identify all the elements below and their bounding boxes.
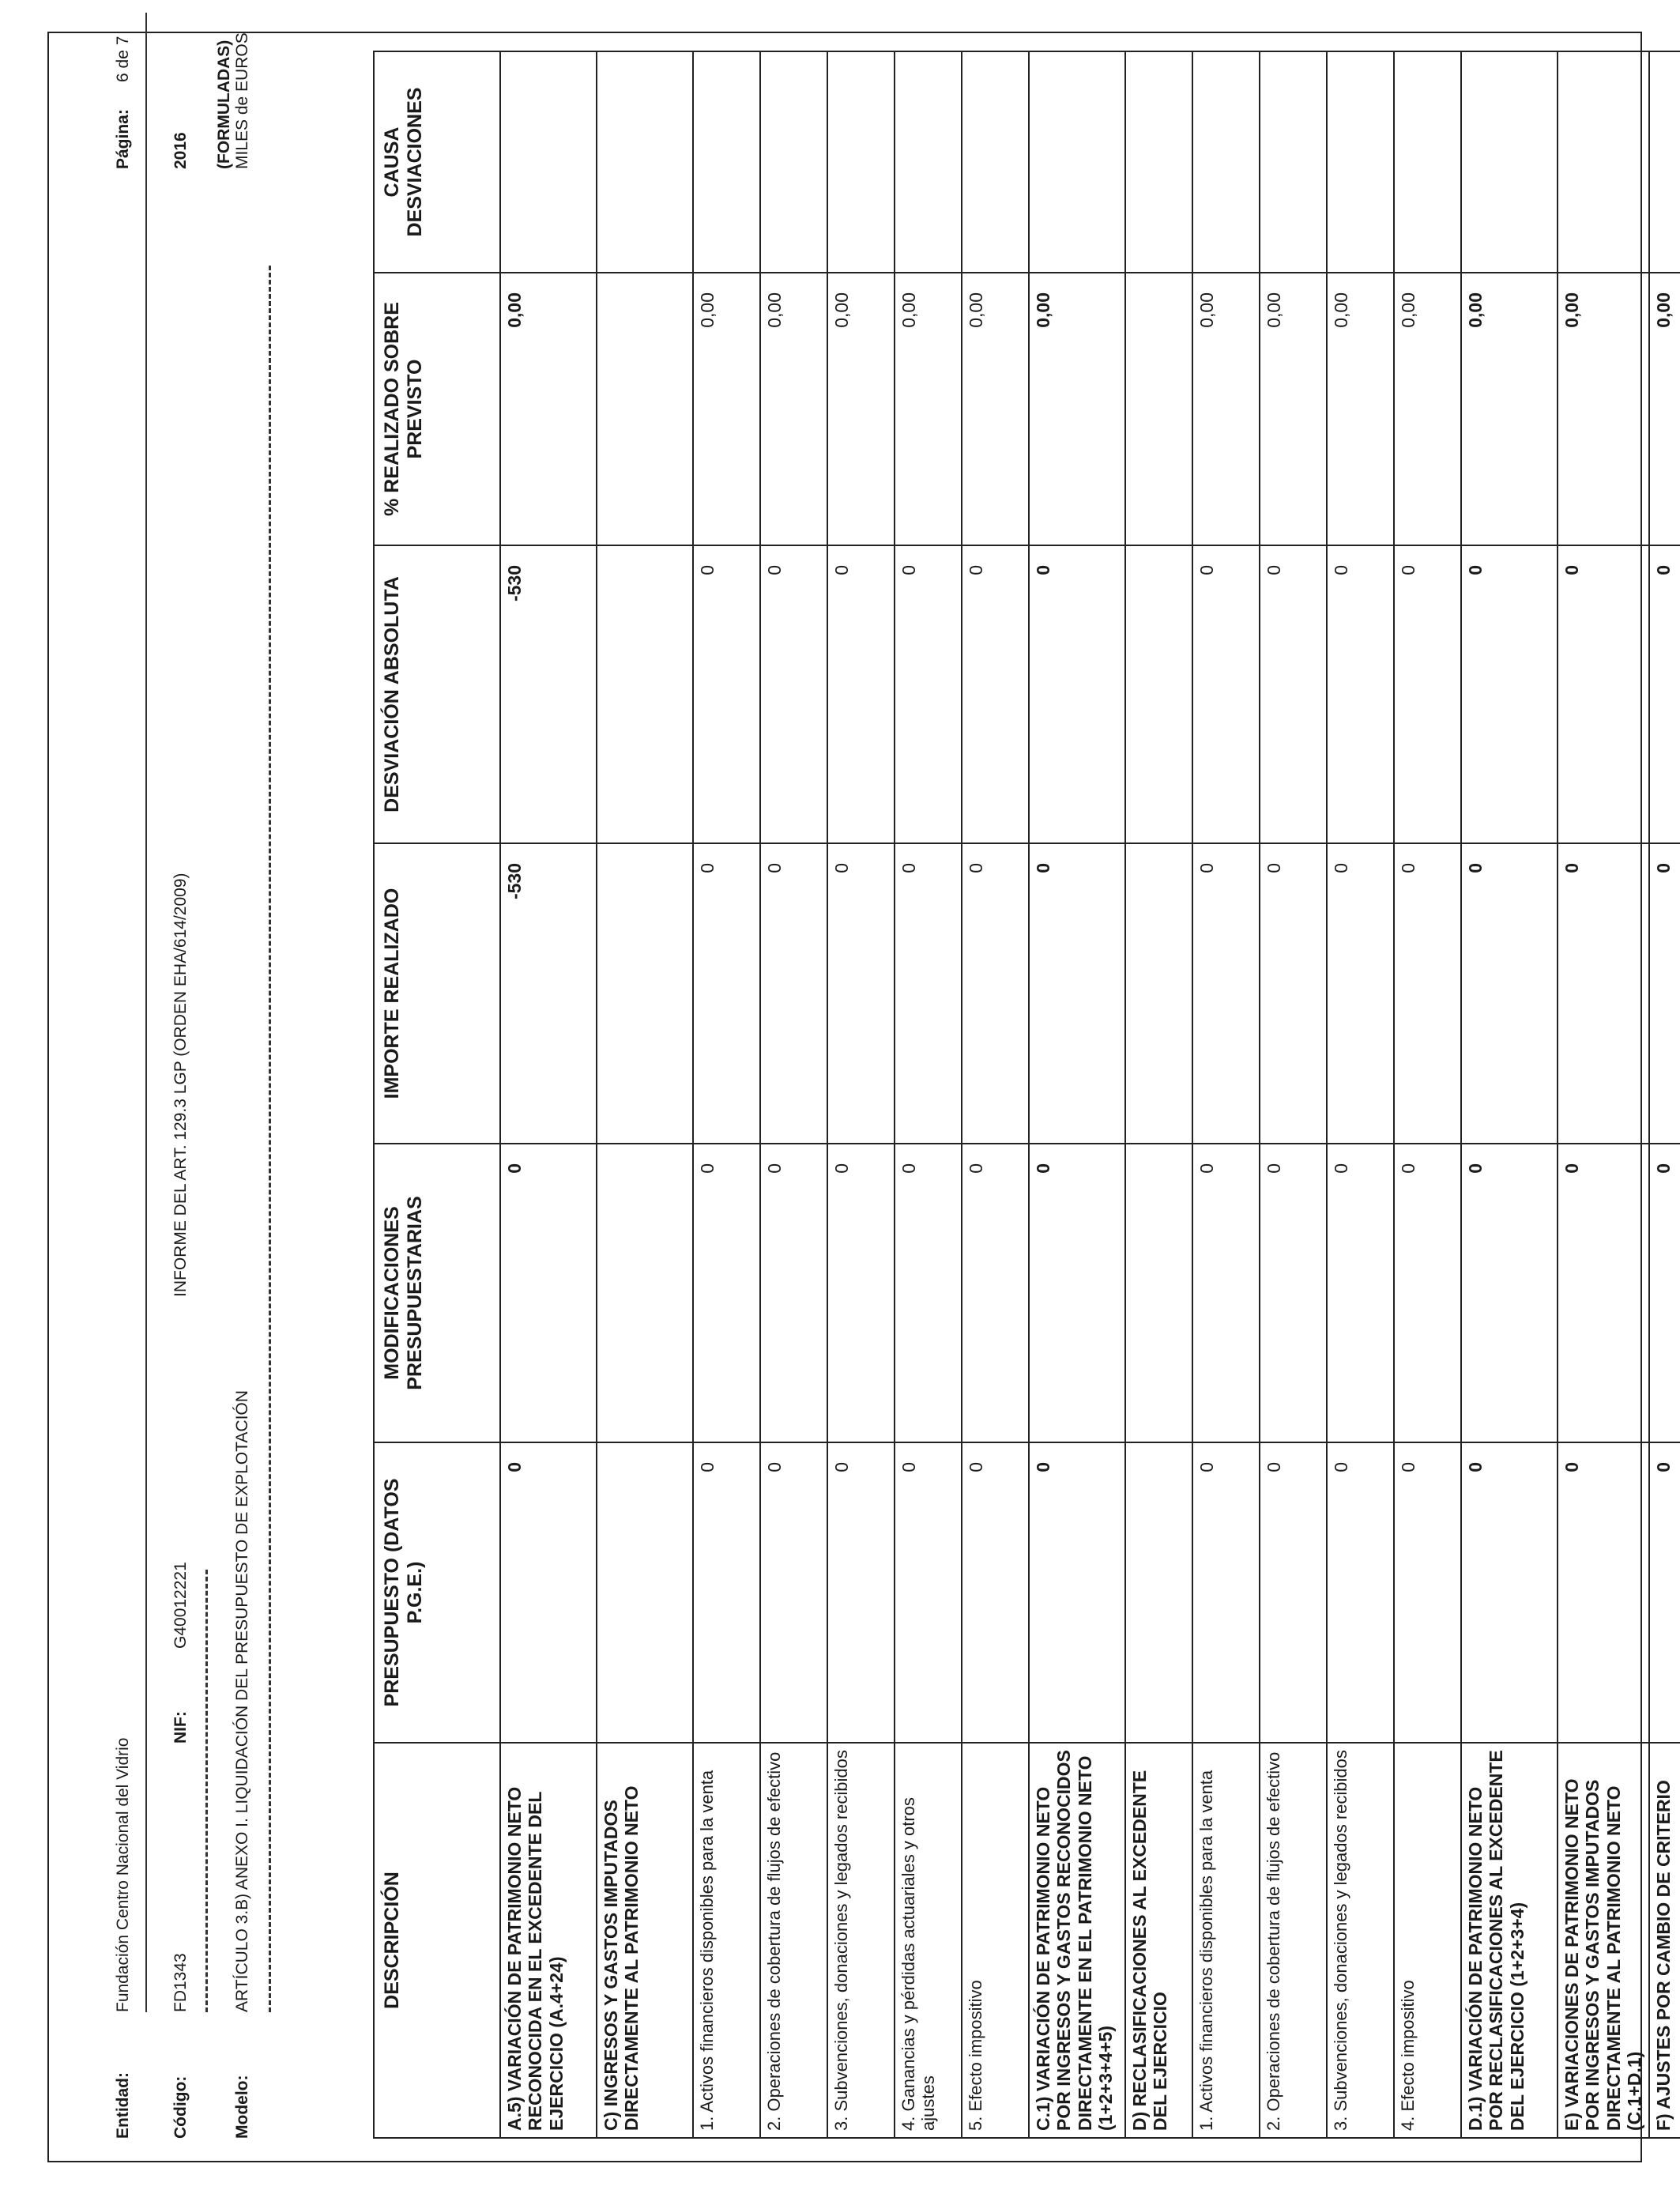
col-header-importe-realizado: IMPORTE REALIZADO (374, 843, 500, 1144)
cell-desviacion-absoluta (1125, 545, 1192, 843)
col-header-desviacion-absoluta: DESVIACIÓN ABSOLUTA (374, 545, 500, 843)
cell-presupuesto: 0 (962, 1442, 1029, 1743)
cell-causa-desviaciones (1029, 51, 1125, 273)
table-row (1260, 51, 1327, 2138)
col-header-modificaciones: MODIFICACIONES PRESUPUESTARIAS (374, 1144, 500, 1442)
document-frame (47, 32, 1674, 2162)
cell-presupuesto: 0 (1461, 1442, 1558, 1743)
row-description: 1. Activos financieros disponibles para la venta (1192, 1743, 1260, 2138)
cell-importe-realizado: 0 (827, 843, 895, 1144)
row-description: D) RECLASIFICACIONES AL EXCEDENTE DEL EJERCICIO (1125, 1743, 1192, 2138)
cell-desviacion-absoluta: 0 (1558, 545, 1649, 843)
cell-porcentaje-realizado: 0,00 (895, 273, 962, 545)
cell-importe-realizado: 0 (1029, 843, 1125, 1144)
entidad-label: Entidad: (114, 2072, 132, 2139)
table-row (500, 51, 597, 2138)
col-header-porcentaje-realizado: % REALIZADO SOBRE PREVISTO (374, 273, 500, 545)
cell-presupuesto: 0 (1192, 1442, 1260, 1743)
cell-porcentaje-realizado: 0,00 (1649, 273, 1680, 545)
year-label: 2016 (171, 132, 190, 169)
cell-importe-realizado (1125, 843, 1192, 1144)
cell-porcentaje-realizado (1125, 273, 1192, 545)
cell-porcentaje-realizado: 0,00 (500, 273, 597, 545)
cell-desviacion-absoluta (597, 545, 693, 843)
cell-importe-realizado: -530 (500, 843, 597, 1144)
cell-desviacion-absoluta: 0 (1260, 545, 1327, 843)
cell-presupuesto: 0 (693, 1442, 760, 1743)
cell-importe-realizado: 0 (760, 843, 827, 1144)
cell-desviacion-absoluta: 0 (962, 545, 1029, 843)
cell-desviacion-absoluta: 0 (895, 545, 962, 843)
table-row (1192, 51, 1260, 2138)
cell-causa-desviaciones (895, 51, 962, 273)
cell-presupuesto: 0 (1649, 1442, 1680, 1743)
table-row (962, 51, 1029, 2138)
table-row (1649, 51, 1680, 2138)
cell-causa-desviaciones (1260, 51, 1327, 273)
cell-modificaciones: 0 (1029, 1144, 1125, 1442)
cell-modificaciones: 0 (1260, 1144, 1327, 1442)
cell-importe-realizado: 0 (1260, 843, 1327, 1144)
cell-porcentaje-realizado: 0,00 (1029, 273, 1125, 545)
cell-modificaciones: 0 (1649, 1144, 1680, 1442)
cell-causa-desviaciones (1558, 51, 1649, 273)
col-header-presupuesto: PRESUPUESTO (DATOS P.G.E.) (374, 1442, 500, 1743)
status-label: (FORMULADAS) (215, 40, 233, 169)
cell-modificaciones: 0 (1461, 1144, 1558, 1442)
cell-importe-realizado: 0 (962, 843, 1029, 1144)
row-description: 3. Subvenciones, donaciones y legados recibidos (827, 1743, 895, 2138)
cell-modificaciones (597, 1144, 693, 1442)
cell-desviacion-absoluta: 0 (827, 545, 895, 843)
row-description: 2. Operaciones de cobertura de flujos de efectivo (1260, 1743, 1327, 2138)
cell-presupuesto (597, 1442, 693, 1743)
cell-porcentaje-realizado: 0,00 (1558, 273, 1649, 545)
row-description: 4. Ganancias y pérdidas actuariales y otros ajustes (895, 1743, 962, 2138)
codigo-value: FD1343 (171, 1953, 190, 2012)
budget-liquidation-table (373, 51, 1680, 2139)
cell-porcentaje-realizado (597, 273, 693, 545)
cell-presupuesto: 0 (1327, 1442, 1394, 1743)
row-description: C.1) VARIACIÓN DE PATRIMONIO NETO POR INGRESOS Y GASTOS RECONOCIDOS DIRECTAMENTE EN EL PATRIMONIO NETO (1+2+3+4+5) (1029, 1743, 1125, 2138)
table-header-row (374, 51, 500, 2138)
cell-desviacion-absoluta: 0 (1327, 545, 1394, 843)
cell-modificaciones: 0 (895, 1144, 962, 1442)
row-description: 4. Efecto impositivo (1394, 1743, 1461, 2138)
cell-desviacion-absoluta: 0 (1461, 545, 1558, 843)
cell-porcentaje-realizado: 0,00 (1394, 273, 1461, 545)
row-description: E) VARIACIONES DE PATRIMONIO NETO POR INGRESOS Y GASTOS IMPUTADOS DIRECTAMENTE AL PATRIMONIO NETO (C.1+D.1) (1558, 1743, 1649, 2138)
modelo-label: Modelo: (233, 2075, 251, 2139)
cell-presupuesto: 0 (827, 1442, 895, 1743)
cell-porcentaje-realizado: 0,00 (962, 273, 1029, 545)
cell-desviacion-absoluta: 0 (760, 545, 827, 843)
units-label: MILES de EUROS (233, 32, 251, 169)
cell-importe-realizado: 0 (1461, 843, 1558, 1144)
cell-causa-desviaciones (962, 51, 1029, 273)
pagina-label: Página: (114, 109, 132, 169)
cell-causa-desviaciones (827, 51, 895, 273)
table-row (597, 51, 693, 2138)
cell-causa-desviaciones (597, 51, 693, 273)
table-row (1394, 51, 1461, 2138)
row-description: 3. Subvenciones, donaciones y legados recibidos (1327, 1743, 1394, 2138)
cell-causa-desviaciones (1192, 51, 1260, 273)
table-row (693, 51, 760, 2138)
table-row (895, 51, 962, 2138)
codigo-dash-line (205, 1570, 208, 2012)
cell-importe-realizado: 0 (1192, 843, 1260, 1144)
cell-desviacion-absoluta: 0 (1649, 545, 1680, 843)
cell-importe-realizado: 0 (693, 843, 760, 1144)
table-row (1558, 51, 1649, 2138)
cell-modificaciones: 0 (760, 1144, 827, 1442)
table-row (760, 51, 827, 2138)
row-description: C) INGRESOS Y GASTOS IMPUTADOS DIRECTAMENTE AL PATRIMONIO NETO (597, 1743, 693, 2138)
table-row (1327, 51, 1394, 2138)
table-body (500, 51, 1680, 2138)
cell-modificaciones: 0 (1558, 1144, 1649, 1442)
cell-presupuesto: 0 (895, 1442, 962, 1743)
cell-porcentaje-realizado: 0,00 (693, 273, 760, 545)
cell-porcentaje-realizado: 0,00 (827, 273, 895, 545)
cell-desviacion-absoluta: 0 (1394, 545, 1461, 843)
cell-desviacion-absoluta: 0 (1029, 545, 1125, 843)
cell-modificaciones: 0 (1394, 1144, 1461, 1442)
cell-importe-realizado: 0 (1649, 843, 1680, 1144)
cell-presupuesto: 0 (760, 1442, 827, 1743)
col-header-causa-desviaciones: CAUSA DESVIACIONES (374, 51, 500, 273)
cell-modificaciones: 0 (500, 1144, 597, 1442)
cell-modificaciones: 0 (827, 1144, 895, 1442)
table-row (1461, 51, 1558, 2138)
table-row (1125, 51, 1192, 2138)
modelo-value: ARTÍCULO 3.B) ANEXO I. LIQUIDACIÓN DEL PRESUPUESTO DE EXPLOTACIÓN (233, 1390, 251, 2012)
cell-porcentaje-realizado: 0,00 (1461, 273, 1558, 545)
cell-porcentaje-realizado: 0,00 (1192, 273, 1260, 545)
cell-importe-realizado: 0 (895, 843, 962, 1144)
cell-importe-realizado: 0 (1394, 843, 1461, 1144)
cell-causa-desviaciones (693, 51, 760, 273)
cell-presupuesto: 0 (1029, 1442, 1125, 1743)
cell-presupuesto: 0 (500, 1442, 597, 1743)
cell-desviacion-absoluta: 0 (693, 545, 760, 843)
cell-modificaciones: 0 (962, 1144, 1029, 1442)
cell-causa-desviaciones (760, 51, 827, 273)
modelo-dash-line (269, 266, 271, 2012)
cell-causa-desviaciones (1125, 51, 1192, 273)
cell-causa-desviaciones (1394, 51, 1461, 273)
informe-title: INFORME DEL ART. 129.3 LGP (ORDEN EHA/614/2009) (171, 873, 190, 1297)
cell-desviacion-absoluta: 0 (1192, 545, 1260, 843)
cell-presupuesto: 0 (1260, 1442, 1327, 1743)
header-rule (145, 13, 147, 2012)
pagina-value: 6 de 7 (114, 36, 132, 82)
col-header-descripcion: DESCRIPCIÓN (374, 1743, 500, 2138)
cell-modificaciones (1125, 1144, 1192, 1442)
cell-importe-realizado (597, 843, 693, 1144)
entidad-value: Fundación Centro Nacional del Vidrio (114, 1737, 132, 2012)
cell-importe-realizado: 0 (1558, 843, 1649, 1144)
table-row (827, 51, 895, 2138)
cell-causa-desviaciones (500, 51, 597, 273)
row-description: 2. Operaciones de cobertura de flujos de efectivo (760, 1743, 827, 2138)
cell-importe-realizado: 0 (1327, 843, 1394, 1144)
cell-porcentaje-realizado: 0,00 (1260, 273, 1327, 545)
cell-causa-desviaciones (1327, 51, 1394, 273)
cell-causa-desviaciones (1649, 51, 1680, 273)
cell-modificaciones: 0 (1192, 1144, 1260, 1442)
nif-value: G40012221 (171, 1562, 190, 1649)
cell-porcentaje-realizado: 0,00 (760, 273, 827, 545)
row-description: F) AJUSTES POR CAMBIO DE CRITERIO (1649, 1743, 1680, 2138)
cell-desviacion-absoluta: -530 (500, 545, 597, 843)
cell-presupuesto (1125, 1442, 1192, 1743)
cell-porcentaje-realizado: 0,00 (1327, 273, 1394, 545)
nif-label: NIF: (171, 1711, 190, 1744)
cell-presupuesto: 0 (1394, 1442, 1461, 1743)
row-description: A.5) VARIACIÓN DE PATRIMONIO NETO RECONOCIDA EN EL EXCEDENTE DEL EJERCICIO (A.4+24) (500, 1743, 597, 2138)
table-row (1029, 51, 1125, 2138)
cell-presupuesto: 0 (1558, 1442, 1649, 1743)
cell-modificaciones: 0 (693, 1144, 760, 1442)
cell-causa-desviaciones (1461, 51, 1558, 273)
codigo-label: Código: (171, 2075, 190, 2139)
cell-modificaciones: 0 (1327, 1144, 1394, 1442)
row-description: 5. Efecto impositivo (962, 1743, 1029, 2138)
row-description: 1. Activos financieros disponibles para la venta (693, 1743, 760, 2138)
row-description: D.1) VARIACIÓN DE PATRIMONIO NETO POR RECLASIFICACIONES AL EXCEDENTE DEL EJERCICIO (1+2+3+4) (1461, 1743, 1558, 2138)
